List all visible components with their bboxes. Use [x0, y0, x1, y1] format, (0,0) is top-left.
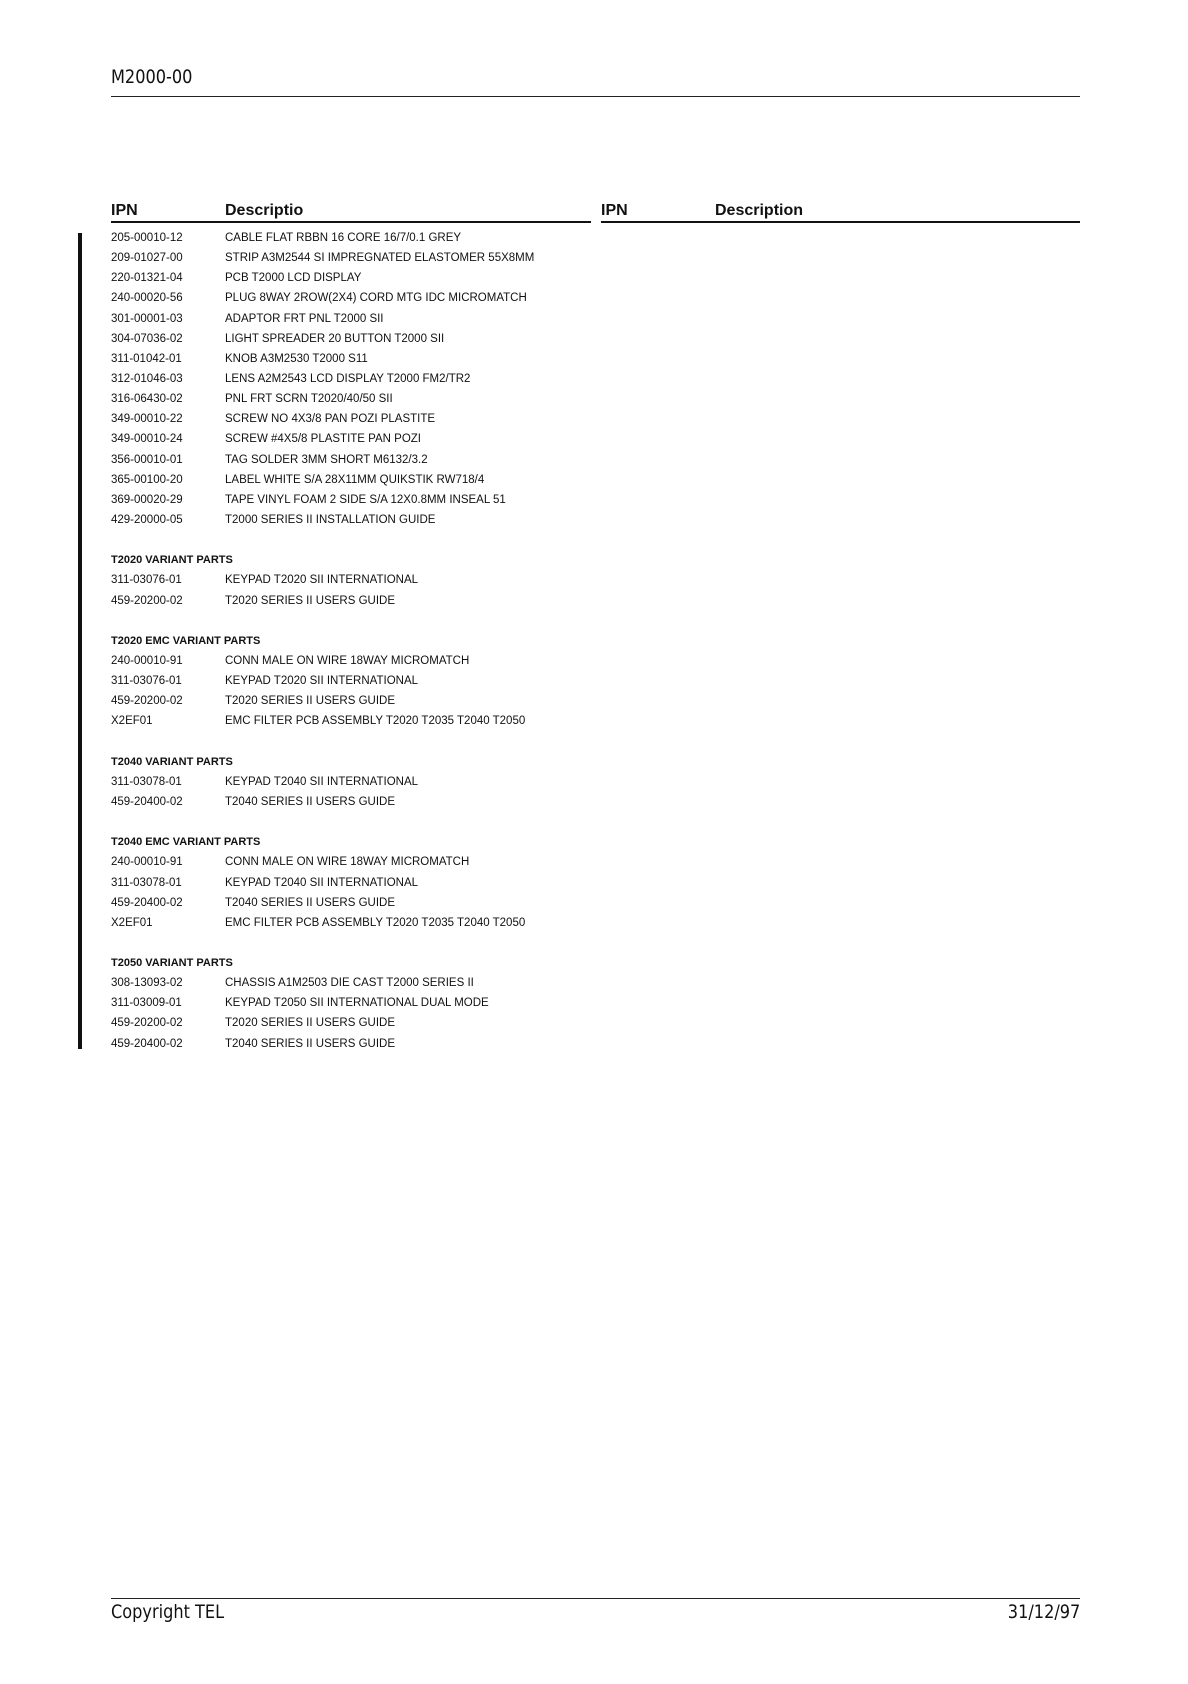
- part-description: T2040 SERIES II USERS GUIDE: [225, 795, 396, 808]
- column-header-ipn-left: IPN: [111, 202, 138, 219]
- part-ipn: 209-01027-00: [111, 252, 183, 265]
- part-ipn: 316-06430-02: [111, 393, 183, 406]
- part-ipn: 459-20200-02: [111, 695, 183, 708]
- part-row: [111, 309, 591, 329]
- left-header-underline: [111, 221, 591, 223]
- part-ipn: 365-00100-20: [111, 473, 183, 486]
- part-ipn: 311-03076-01: [111, 574, 182, 587]
- part-ipn: 311-03078-01: [111, 775, 182, 788]
- section-heading: T2020 EMC VARIANT PARTS: [111, 634, 261, 647]
- part-row: [111, 570, 591, 590]
- part-row: [111, 973, 591, 993]
- part-row: [111, 651, 591, 671]
- part-description: PLUG 8WAY 2ROW(2X4) CORD MTG IDC MICROMATCH: [225, 292, 527, 305]
- part-ipn: 312-01046-03: [111, 372, 183, 385]
- part-ipn: 311-03076-01: [111, 675, 182, 688]
- part-ipn: 459-20400-02: [111, 896, 183, 909]
- part-ipn: X2EF01: [111, 916, 153, 929]
- part-ipn: 220-01321-04: [111, 272, 183, 285]
- part-ipn: 311-01042-01: [111, 352, 182, 365]
- part-description: KNOB A3M2530 T2000 S11: [225, 352, 368, 365]
- part-row: [111, 369, 591, 389]
- part-ipn: 240-00010-91: [111, 654, 183, 667]
- part-row: [111, 691, 591, 711]
- part-row: [111, 429, 591, 449]
- part-row: [111, 389, 591, 409]
- part-row: [111, 470, 591, 490]
- part-row: [111, 873, 591, 893]
- part-ipn: 301-00001-03: [111, 312, 183, 325]
- footer-rule: [111, 1598, 1080, 1599]
- part-row: [111, 852, 591, 872]
- part-row: [111, 349, 591, 369]
- part-description: EMC FILTER PCB ASSEMBLY T2020 T2035 T2040 T2050: [225, 916, 526, 929]
- right-header-underline: [601, 221, 1080, 223]
- part-description: LENS A2M2543 LCD DISPLAY T2000 FM2/TR2: [225, 372, 471, 385]
- part-description: T2020 SERIES II USERS GUIDE: [225, 594, 396, 607]
- part-description: KEYPAD T2040 SII INTERNATIONAL: [225, 775, 419, 788]
- part-row: [111, 329, 591, 349]
- column-header-description-right: Description: [715, 202, 804, 219]
- part-row: [111, 711, 591, 731]
- part-row: [111, 772, 591, 792]
- part-description: CONN MALE ON WIRE 18WAY MICROMATCH: [225, 856, 470, 869]
- part-ipn: 304-07036-02: [111, 332, 183, 345]
- part-row: [111, 490, 591, 510]
- part-ipn: 429-20000-05: [111, 513, 183, 526]
- part-description: PCB T2000 LCD DISPLAY: [225, 272, 362, 285]
- part-ipn: 349-00010-22: [111, 413, 183, 426]
- part-description: CABLE FLAT RBBN 16 CORE 16/7/0.1 GREY: [225, 232, 462, 244]
- part-row: [111, 893, 591, 913]
- part-description: KEYPAD T2020 SII INTERNATIONAL: [225, 675, 419, 688]
- part-ipn: 356-00010-01: [111, 453, 183, 466]
- part-row: [111, 510, 591, 530]
- part-row: [111, 913, 591, 933]
- part-description: KEYPAD T2050 SII INTERNATIONAL DUAL MODE: [225, 997, 489, 1010]
- part-description: T2040 SERIES II USERS GUIDE: [225, 1037, 396, 1050]
- part-description: KEYPAD T2040 SII INTERNATIONAL: [225, 876, 419, 889]
- parts-list: [111, 228, 591, 1054]
- part-description: PNL FRT SCRN T2020/40/50 SII: [225, 393, 393, 406]
- part-row: [111, 228, 591, 248]
- part-row: [111, 792, 591, 812]
- section-heading: T2050 VARIANT PARTS: [111, 957, 233, 970]
- section-heading: T2040 EMC VARIANT PARTS: [111, 836, 261, 849]
- part-ipn: X2EF01: [111, 715, 153, 728]
- part-description: CHASSIS A1M2503 DIE CAST T2000 SERIES II: [225, 977, 474, 990]
- revision-change-bar: [78, 233, 82, 1049]
- part-ipn: 459-20400-02: [111, 795, 183, 808]
- part-description: KEYPAD T2020 SII INTERNATIONAL: [225, 574, 419, 587]
- part-description: LABEL WHITE S/A 28X11MM QUIKSTIK RW718/4: [225, 473, 485, 486]
- part-ipn: 369-00020-29: [111, 493, 183, 506]
- part-ipn: 459-20200-02: [111, 1017, 183, 1030]
- part-row: [111, 993, 591, 1013]
- part-description: STRIP A3M2544 SI IMPREGNATED ELASTOMER 55X8MM: [225, 252, 535, 265]
- section-heading: T2020 VARIANT PARTS: [111, 554, 233, 567]
- part-description: T2040 SERIES II USERS GUIDE: [225, 896, 396, 909]
- part-row: [111, 288, 591, 308]
- part-row: [111, 671, 591, 691]
- section-heading: T2040 VARIANT PARTS: [111, 755, 233, 768]
- part-ipn: 459-20400-02: [111, 1037, 183, 1050]
- part-description: T2020 SERIES II USERS GUIDE: [225, 1017, 396, 1030]
- part-description: T2000 SERIES II INSTALLATION GUIDE: [225, 513, 436, 526]
- part-description: EMC FILTER PCB ASSEMBLY T2020 T2035 T2040 T2050: [225, 715, 526, 728]
- part-description: LIGHT SPREADER 20 BUTTON T2000 SII: [225, 332, 445, 345]
- header-rule: [111, 96, 1080, 97]
- part-ipn: 240-00020-56: [111, 292, 183, 305]
- copyright-text: Copyright TEL: [111, 1601, 225, 1623]
- part-row: [111, 450, 591, 470]
- part-row: [111, 1013, 591, 1033]
- part-description: T2020 SERIES II USERS GUIDE: [225, 695, 396, 708]
- document-code: M2000-00: [111, 66, 193, 88]
- part-description: SCREW NO 4X3/8 PAN POZI PLASTITE: [225, 413, 436, 426]
- part-description: SCREW #4X5/8 PLASTITE PAN POZI: [225, 433, 421, 446]
- part-ipn: 311-03009-01: [111, 997, 182, 1010]
- part-ipn: 349-00010-24: [111, 433, 183, 446]
- part-description: TAPE VINYL FOAM 2 SIDE S/A 12X0.8MM INSEAL 51: [225, 493, 506, 506]
- part-row: [111, 1034, 591, 1054]
- column-header-ipn-right: IPN: [601, 202, 628, 219]
- footer-date: 31/12/97: [1007, 1601, 1080, 1623]
- part-ipn: 240-00010-91: [111, 856, 183, 869]
- part-row: [111, 591, 591, 611]
- part-ipn: 308-13093-02: [111, 977, 183, 990]
- part-ipn: 311-03078-01: [111, 876, 182, 889]
- part-ipn: 459-20200-02: [111, 594, 183, 607]
- part-description: ADAPTOR FRT PNL T2000 SII: [225, 312, 384, 325]
- part-row: [111, 268, 591, 288]
- part-row: [111, 409, 591, 429]
- part-description: TAG SOLDER 3MM SHORT M6132/3.2: [225, 453, 428, 466]
- part-ipn: 205-00010-12: [111, 232, 183, 244]
- part-row: [111, 248, 591, 268]
- column-header-description-left: Descriptio: [225, 202, 304, 219]
- part-description: CONN MALE ON WIRE 18WAY MICROMATCH: [225, 654, 470, 667]
